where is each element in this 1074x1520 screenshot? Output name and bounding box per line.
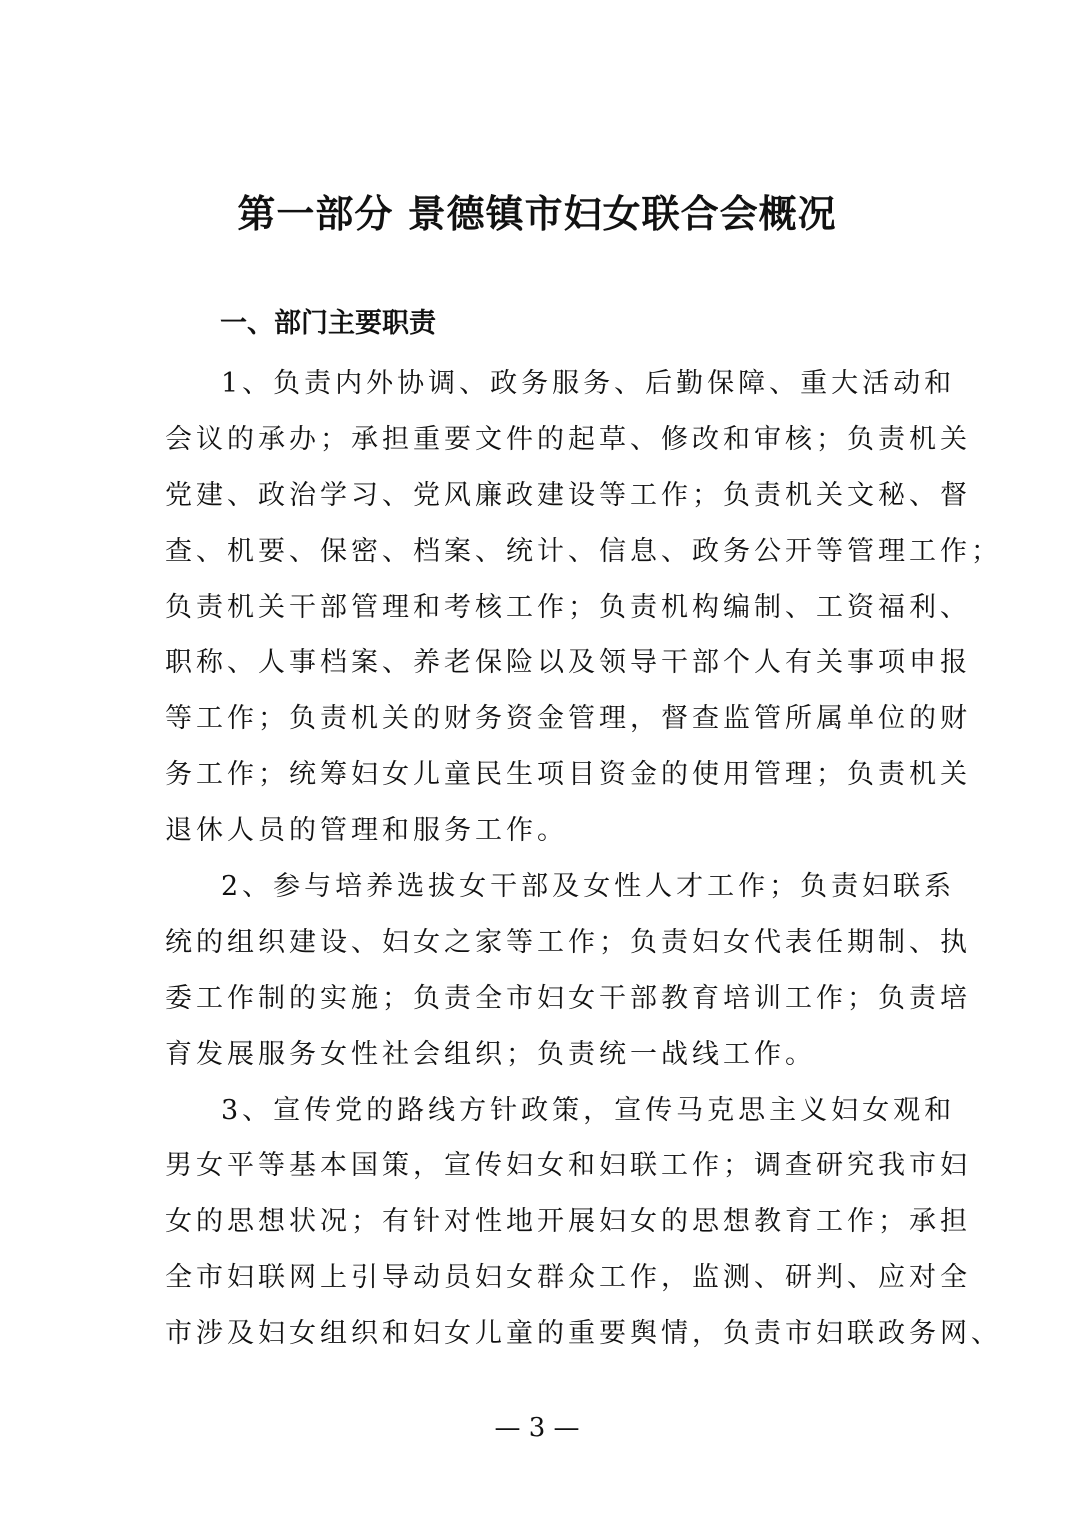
page-title: 第一部分 景德镇市妇女联合会概况 bbox=[237, 192, 837, 236]
section-heading: 一、部门主要职责 bbox=[220, 308, 436, 339]
text-line: 会议的承办；承担重要文件的起草、修改和审核；负责机关 bbox=[165, 423, 971, 455]
text-line: 3、宣传党的路线方针政策，宣传马克思主义妇女观和 bbox=[221, 1094, 956, 1126]
paragraph-1 bbox=[165, 356, 1002, 859]
document-body bbox=[165, 356, 1002, 1362]
paragraph-3 bbox=[165, 1083, 1002, 1362]
paragraph-2 bbox=[165, 859, 971, 1083]
text-line: 负责机关干部管理和考核工作；负责机构编制、工资福利、 bbox=[165, 591, 971, 623]
text-line: 女的思想状况；有针对性地开展妇女的思想教育工作；承担 bbox=[165, 1206, 971, 1238]
text-line: 男女平等基本国策，宣传妇女和妇联工作；调查研究我市妇 bbox=[165, 1150, 971, 1182]
text-line: 退休人员的管理和服务工作。 bbox=[165, 815, 568, 847]
text-line: 统的组织建设、妇女之家等工作；负责妇女代表任期制、执 bbox=[165, 926, 971, 958]
text-line: 等工作；负责机关的财务资金管理，督查监管所属单位的财 bbox=[165, 703, 971, 735]
text-line: 务工作；统筹妇女儿童民生项目资金的使用管理；负责机关 bbox=[165, 759, 971, 791]
text-line: 职称、人事档案、养老保险以及领导干部个人有关事项申报 bbox=[165, 647, 971, 679]
text-line: 党建、政治学习、党风廉政建设等工作；负责机关文秘、督 bbox=[165, 479, 971, 511]
text-line: 育发展服务女性社会组织；负责统一战线工作。 bbox=[165, 1038, 816, 1070]
text-line: 查、机要、保密、档案、统计、信息、政务公开等管理工作； bbox=[165, 535, 1002, 567]
text-line: 2、参与培养选拔女干部及女性人才工作；负责妇联系 bbox=[221, 871, 956, 903]
text-line: 市涉及妇女组织和妇女儿童的重要舆情，负责市妇联政务网、 bbox=[165, 1318, 1002, 1350]
text-line: 委工作制的实施；负责全市妇女干部教育培训工作；负责培 bbox=[165, 982, 971, 1014]
text-line: 全市妇联网上引导动员妇女群众工作，监测、研判、应对全 bbox=[165, 1262, 971, 1294]
page-number: — 3 — bbox=[494, 1413, 580, 1443]
text-line: 1、负责内外协调、政务服务、后勤保障、重大活动和 bbox=[221, 368, 956, 399]
